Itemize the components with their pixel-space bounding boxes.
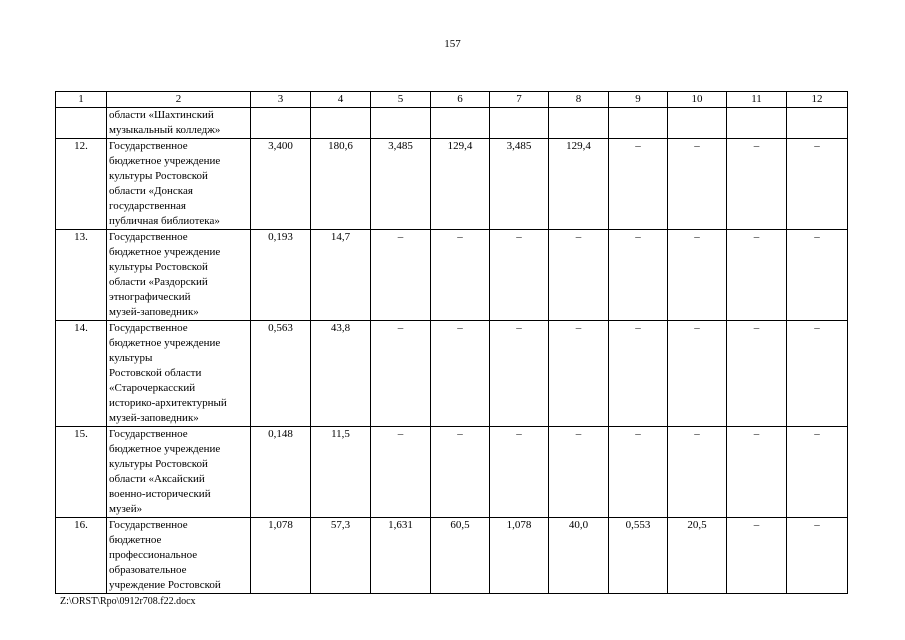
institution-name [107, 230, 251, 321]
value-cell-col-7: – [490, 427, 549, 518]
institution-name-line: Государственное [109, 231, 188, 243]
institution-name-line: «Старочеркасский [109, 382, 196, 394]
file-path-footer: Z:\ORST\Rpo\0912r708.f22.docx [60, 596, 196, 607]
value-cell-col-5: – [371, 230, 431, 321]
value-cell-col-7: 3,485 [490, 139, 549, 230]
institution-name-line: профессиональное [109, 549, 198, 561]
value-cell-col-6: – [431, 230, 490, 321]
value-cell-col-9: – [609, 321, 668, 427]
column-number-7: 7 [490, 92, 549, 108]
institution-name-line: Государственное [109, 519, 188, 531]
institution-name-line: этнографический [109, 291, 191, 303]
value-cell-col-8: 129,4 [549, 139, 609, 230]
institution-name-line: музей-заповедник» [109, 412, 199, 424]
table-row [56, 321, 848, 427]
column-number-8: 8 [549, 92, 609, 108]
value-cell-col-9: 0,553 [609, 518, 668, 594]
institution-name-line: музей-заповедник» [109, 306, 199, 318]
value-cell-col-10 [668, 108, 727, 139]
institution-name-line: культуры [109, 352, 153, 364]
institution-name-line: Ростовской области [109, 367, 202, 379]
column-number-2: 2 [107, 92, 251, 108]
value-cell-col-11: – [727, 518, 787, 594]
institution-name-line: области «Донская [109, 185, 193, 197]
institution-name [107, 427, 251, 518]
value-cell-col-11 [727, 108, 787, 139]
value-cell-col-9 [609, 108, 668, 139]
value-cell-col-8: – [549, 427, 609, 518]
table-row [56, 427, 848, 518]
institution-name-line: учреждение Ростовской [109, 579, 221, 591]
page-number: 157 [444, 38, 461, 50]
value-cell-col-12: – [787, 321, 848, 427]
institution-name-line: области «Аксайский [109, 473, 205, 485]
value-cell-col-3: 0,193 [251, 230, 311, 321]
value-cell-col-4: 43,8 [311, 321, 371, 427]
institution-name-line: области «Шахтинский [109, 109, 214, 121]
value-cell-col-8: 40,0 [549, 518, 609, 594]
row-number [56, 108, 107, 139]
value-cell-col-8 [549, 108, 609, 139]
value-cell-col-3: 3,400 [251, 139, 311, 230]
value-cell-col-11: – [727, 139, 787, 230]
value-cell-col-3 [251, 108, 311, 139]
value-cell-col-9: – [609, 139, 668, 230]
value-cell-col-5: 1,631 [371, 518, 431, 594]
institution-name-line: государственная [109, 200, 186, 212]
value-cell-col-10: – [668, 139, 727, 230]
institution-name-line: бюджетное учреждение [109, 155, 221, 167]
column-number-6: 6 [431, 92, 490, 108]
value-cell-col-12: – [787, 427, 848, 518]
institution-name-line: культуры Ростовской [109, 261, 208, 273]
value-cell-col-5 [371, 108, 431, 139]
column-number-1: 1 [56, 92, 107, 108]
column-number-11: 11 [727, 92, 787, 108]
value-cell-col-6: – [431, 321, 490, 427]
value-cell-col-10: 20,5 [668, 518, 727, 594]
value-cell-col-9: – [609, 230, 668, 321]
value-cell-col-6: – [431, 427, 490, 518]
table-row [56, 108, 848, 139]
institution-name [107, 518, 251, 594]
institution-name-line: Государственное [109, 428, 188, 440]
table-row [56, 139, 848, 230]
row-number: 15. [56, 427, 107, 518]
institution-name-line: Государственное [109, 140, 188, 152]
institution-name [107, 108, 251, 139]
institution-name-line: музей» [109, 503, 143, 515]
value-cell-col-7: – [490, 321, 549, 427]
column-number-row [56, 92, 848, 108]
institution-name-line: историко-архитектурный [109, 397, 227, 409]
institution-name-line: области «Раздорский [109, 276, 208, 288]
table-row [56, 230, 848, 321]
institution-name-line: Государственное [109, 322, 188, 334]
value-cell-col-10: – [668, 427, 727, 518]
value-cell-col-4: 14,7 [311, 230, 371, 321]
institution-name-line: образовательное [109, 564, 187, 576]
institution-name-line: бюджетное [109, 534, 162, 546]
institution-name-line: военно-исторический [109, 488, 211, 500]
value-cell-col-6: 60,5 [431, 518, 490, 594]
row-number: 13. [56, 230, 107, 321]
row-number: 12. [56, 139, 107, 230]
value-cell-col-11: – [727, 321, 787, 427]
value-cell-col-4: 57,3 [311, 518, 371, 594]
institution-name-line: бюджетное учреждение [109, 337, 221, 349]
value-cell-col-9: – [609, 427, 668, 518]
value-cell-col-4: 11,5 [311, 427, 371, 518]
institution-name-line: культуры Ростовской [109, 170, 208, 182]
institution-name-line: публичная библиотека» [109, 215, 220, 227]
value-cell-col-12: – [787, 230, 848, 321]
table-body [56, 92, 848, 594]
value-cell-col-6: 129,4 [431, 139, 490, 230]
value-cell-col-12: – [787, 518, 848, 594]
institution-name-line: бюджетное учреждение [109, 443, 221, 455]
value-cell-col-11: – [727, 230, 787, 321]
row-number: 16. [56, 518, 107, 594]
institution-name-line: музыкальный колледж» [109, 124, 221, 136]
institution-name [107, 321, 251, 427]
value-cell-col-3: 1,078 [251, 518, 311, 594]
column-number-10: 10 [668, 92, 727, 108]
column-number-12: 12 [787, 92, 848, 108]
value-cell-col-3: 0,148 [251, 427, 311, 518]
value-cell-col-7: 1,078 [490, 518, 549, 594]
column-number-9: 9 [609, 92, 668, 108]
value-cell-col-7 [490, 108, 549, 139]
institution-name-line: бюджетное учреждение [109, 246, 221, 258]
value-cell-col-10: – [668, 321, 727, 427]
row-number: 14. [56, 321, 107, 427]
value-cell-col-8: – [549, 321, 609, 427]
value-cell-col-5: – [371, 427, 431, 518]
value-cell-col-12 [787, 108, 848, 139]
value-cell-col-6 [431, 108, 490, 139]
column-number-4: 4 [311, 92, 371, 108]
value-cell-col-12: – [787, 139, 848, 230]
budget-table [55, 91, 848, 594]
value-cell-col-3: 0,563 [251, 321, 311, 427]
institution-name [107, 139, 251, 230]
value-cell-col-7: – [490, 230, 549, 321]
column-number-3: 3 [251, 92, 311, 108]
value-cell-col-5: – [371, 321, 431, 427]
value-cell-col-4 [311, 108, 371, 139]
table-row [56, 518, 848, 594]
institution-name-line: культуры Ростовской [109, 458, 208, 470]
value-cell-col-10: – [668, 230, 727, 321]
value-cell-col-5: 3,485 [371, 139, 431, 230]
value-cell-col-8: – [549, 230, 609, 321]
column-number-5: 5 [371, 92, 431, 108]
value-cell-col-4: 180,6 [311, 139, 371, 230]
value-cell-col-11: – [727, 427, 787, 518]
